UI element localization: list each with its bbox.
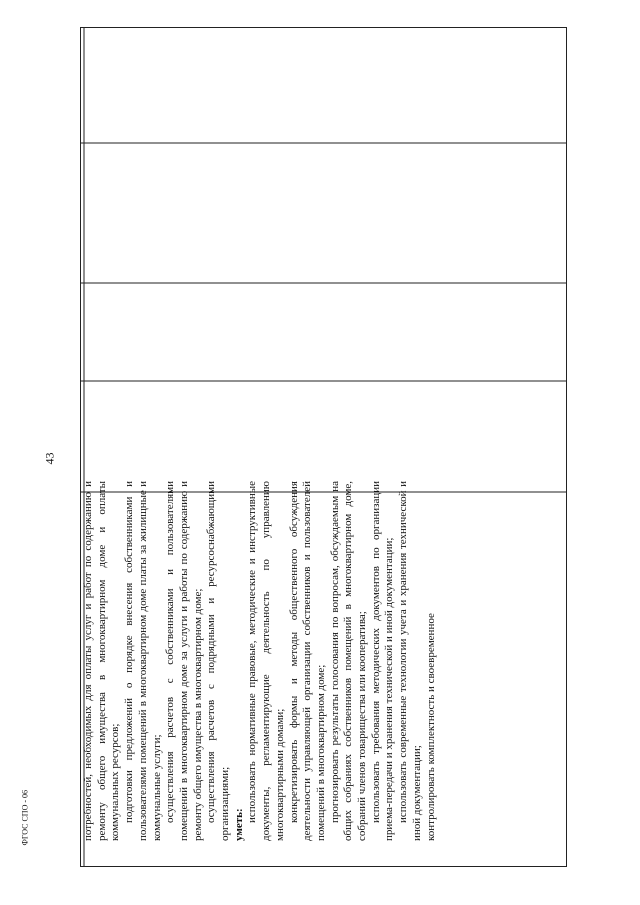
text-paragraph: осуществления расчетов с подрядными и ресурсоснабжающими организациями; xyxy=(205,481,232,841)
text-paragraph: конкретизировать формы и методы общественного обсуждения деятельности управляющей организации собственников и пользователей помещений в многоквартирном доме; xyxy=(287,481,327,841)
text-paragraph: осуществления расчетов с собственниками и пользователями помещений в многоквартирном доме за услуги и работы по содержанию и ремонту общего имущества в многоквартирном доме; xyxy=(164,481,204,841)
text-paragraph: использовать требования методических документов по организации приема-передачи и хранения технической и иной документации; xyxy=(369,481,396,841)
text-paragraph: прогнозировать результаты голосования по вопросам, обсуждаемым на общих собраниях собственников помещений в многоквартирном доме, собраний членов товарищества или кооператива; xyxy=(328,481,369,841)
text-paragraph: подготовки предложений о порядке внесения собственниками и пользователями помещений в многоквартирном доме платы за жилищные и коммунальные услуги; xyxy=(123,481,163,841)
text-paragraph: потребностей, необходимых для оплаты услуг и работ по содержанию и ремонту общего имущества в многоквартирном доме и оплаты коммунальных ресурсов; xyxy=(82,481,122,841)
page-number: 43 xyxy=(42,452,57,465)
text-column xyxy=(82,481,572,841)
footer-code: ФГОС СПО - 06 xyxy=(20,789,30,846)
text-paragraph: контролировать комплектность и своевременное xyxy=(424,613,437,841)
text-paragraph: использовать современные технологии учета и хранения технической и иной документации; xyxy=(397,481,423,841)
text-paragraph: использовать нормативные правовые, методические и инструктивные документы, регламентирующие деятельность по управлению многоквартирными домами; xyxy=(246,481,286,841)
section-heading: уметь: xyxy=(232,808,245,841)
